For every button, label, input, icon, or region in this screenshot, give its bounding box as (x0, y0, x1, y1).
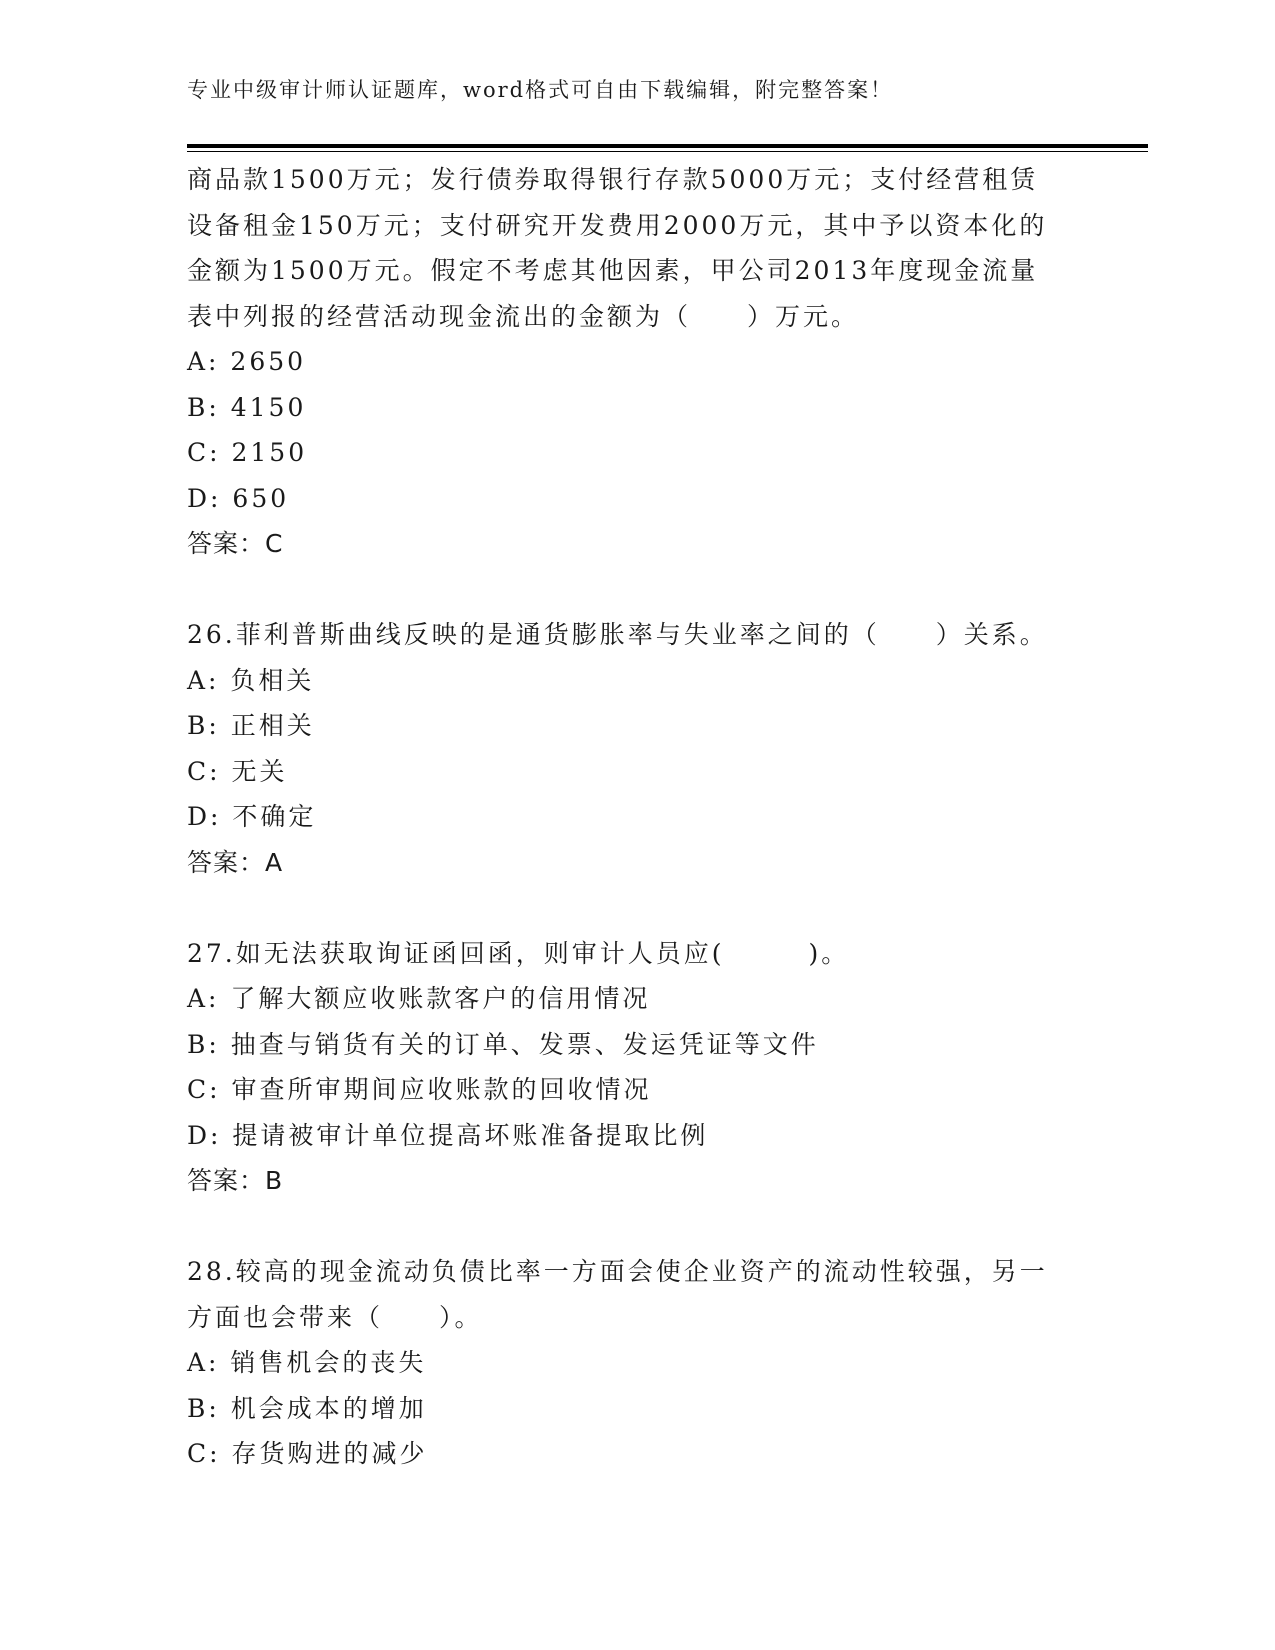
option-a: A: 负相关 (187, 665, 315, 695)
question-text-line: 方面也会带来（ ）。 (187, 1302, 483, 1332)
option-a: A: 销售机会的丧失 (187, 1348, 427, 1377)
question-text-line: 表中列报的经营活动现金流出的金额为（ ）万元。 (187, 301, 860, 331)
answer: 答案：A (187, 847, 284, 877)
page-header: 专业中级审计师认证题库，word格式可自由下载编辑，附完整答案！ (187, 78, 894, 102)
option-b: B: 正相关 (187, 711, 315, 740)
option-c: C: 审查所审期间应收账款的回收情况 (187, 1075, 652, 1104)
question-text-line: 26.菲利普斯曲线反映的是通货膨胀率与失业率之间的（ ）关系。 (187, 620, 1048, 649)
spacer (187, 567, 1087, 613)
option-a: A: 2650 (187, 347, 307, 376)
question-25 (187, 157, 1087, 567)
option-b: B: 4150 (187, 392, 307, 422)
option-c: C: 无关 (187, 756, 288, 786)
spacer (187, 1204, 1087, 1250)
question-27 (187, 931, 1087, 1204)
header-rule-thin (187, 151, 1148, 152)
option-b: B: 抽查与销货有关的订单、发票、发运凭证等文件 (187, 1029, 819, 1059)
question-text-line: 金额为1500万元。假定不考虑其他因素，甲公司2013年度现金流量 (187, 256, 1039, 285)
question-text-line: 设备租金150万元；支付研究开发费用2000万元，其中予以资本化的 (187, 210, 1048, 240)
question-26 (187, 612, 1087, 885)
option-b: B: 机会成本的增加 (187, 1393, 427, 1423)
question-text-line: 商品款1500万元；发行债券取得银行存款5000万元；支付经营租赁 (187, 165, 1039, 194)
spacer (187, 885, 1087, 931)
question-text-line: 28.较高的现金流动负债比率一方面会使企业资产的流动性较强，另一 (187, 1257, 1048, 1286)
option-c: C: 存货购进的减少 (187, 1439, 428, 1468)
option-d: D: 650 (187, 483, 290, 513)
answer: 答案：C (187, 529, 284, 558)
question-content (187, 157, 1087, 1477)
question-28 (187, 1249, 1087, 1477)
option-a: A: 了解大额应收账款客户的信用情况 (187, 984, 651, 1013)
header-rule-thick (187, 144, 1148, 148)
question-text-line: 27.如无法获取询证函回函，则审计人员应( )。 (187, 938, 850, 968)
option-d: D: 不确定 (187, 802, 317, 831)
option-c: C: 2150 (187, 438, 308, 467)
option-d: D: 提请被审计单位提高坏账准备提取比例 (187, 1120, 709, 1150)
answer: 答案：B (187, 1166, 284, 1195)
